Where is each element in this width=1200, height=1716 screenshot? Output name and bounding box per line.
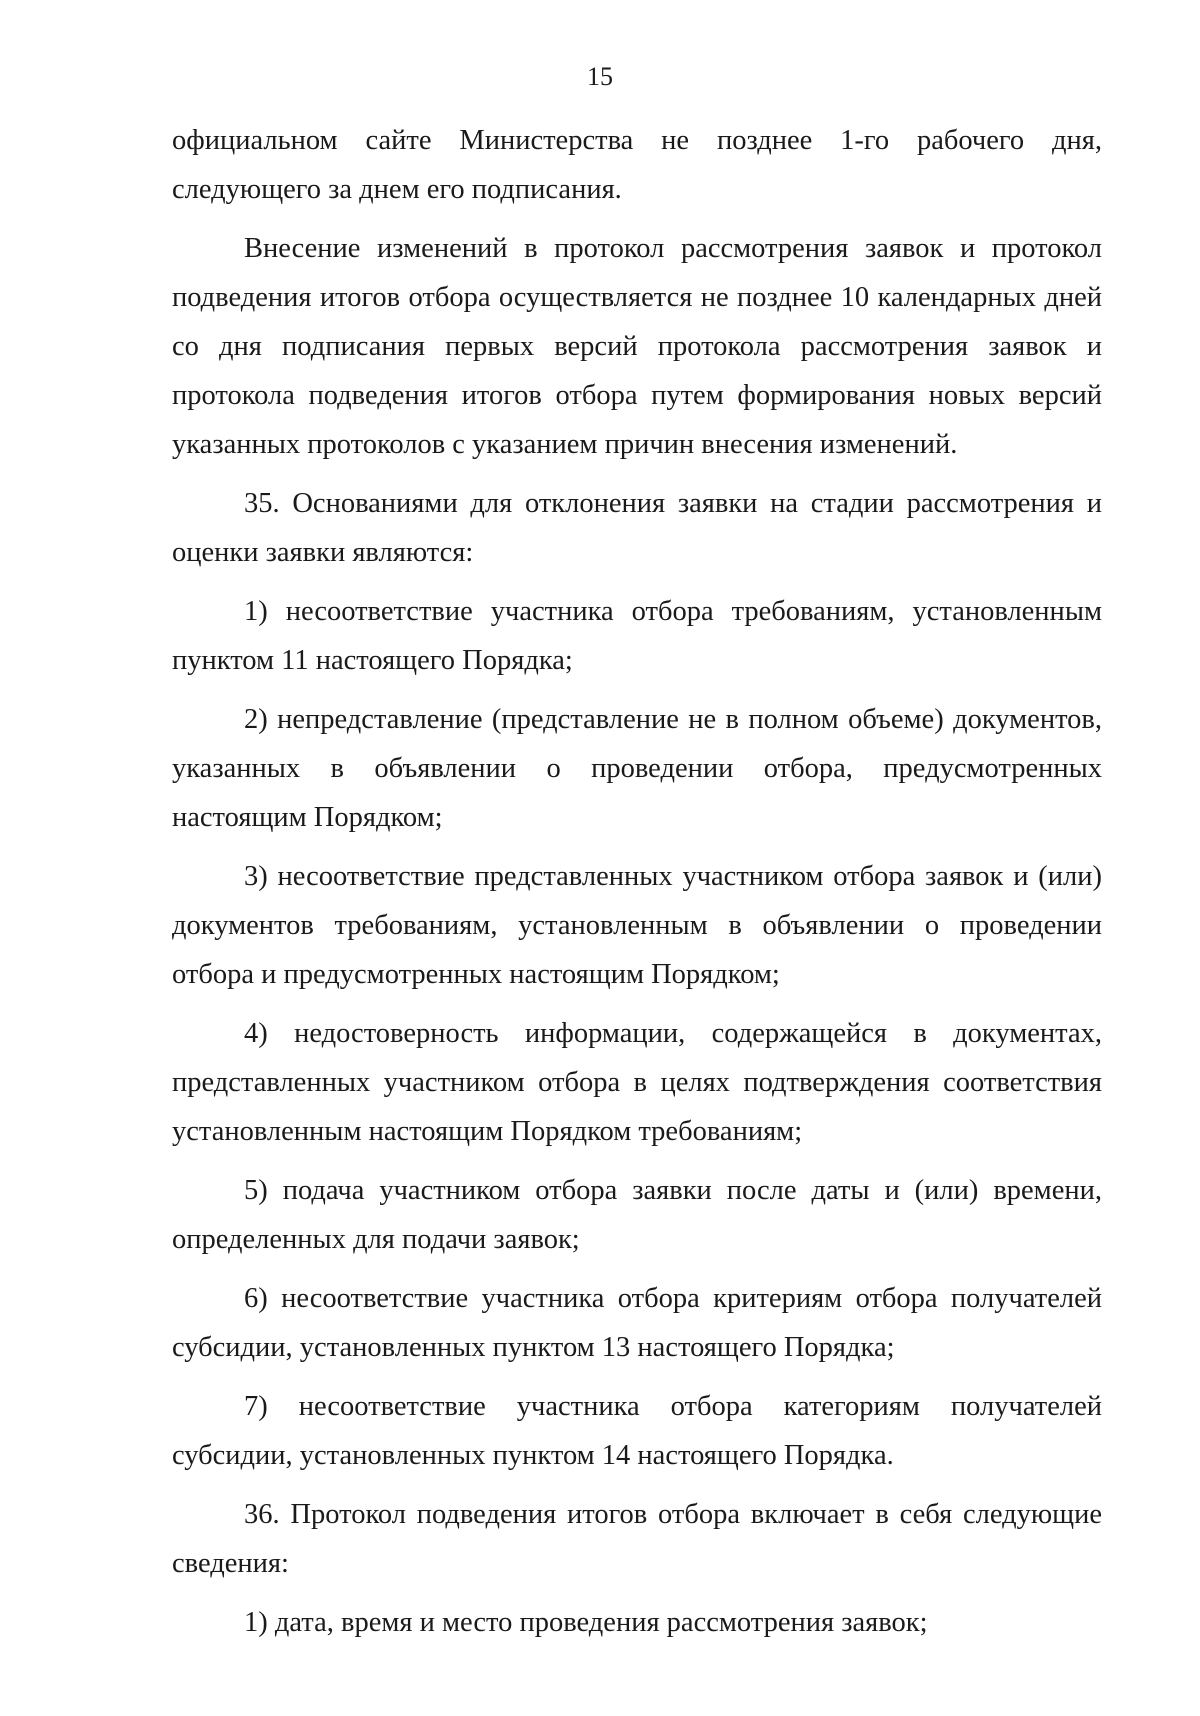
list-item-35-2: 2) непредставление (представление не в полном объеме) документов, указанных в объявлении о проведении отбора, предусмотренных настоящим Порядком; — [172, 704, 1102, 833]
paragraph-item-35: 35. Основаниями для отклонения заявки на стадии рассмотрения и оценки заявки являются: — [172, 488, 1102, 568]
list-item-35-4: 4) недостоверность информации, содержащейся в документах, представленных участником отбора в целях подтверждения соответствия установленным настоящим Порядком требованиям; — [172, 1018, 1102, 1147]
list-item-35-3: 3) несоответствие представленных участником отбора заявок и (или) документов требованиям, установленным в объявлении о проведении отбора и предусмотренных настоящим Порядком; — [172, 861, 1102, 990]
list-item-35-1: 1) несоответствие участника отбора требованиям, установленным пунктом 11 настоящего Порядка; — [172, 596, 1102, 676]
paragraph-item-36: 36. Протокол подведения итогов отбора включает в себя следующие сведения: — [172, 1499, 1102, 1579]
list-item-35-6: 6) несоответствие участника отбора критериям отбора получателей субсидии, установленных пунктом 13 настоящего Порядка; — [172, 1283, 1102, 1363]
paragraph-continuation: официальном сайте Министерства не позднее 1-го рабочего дня, следующего за днем его подписания. — [172, 125, 1102, 205]
paragraph-protocol-changes: Внесение изменений в протокол рассмотрения заявок и протокол подведения итогов отбора осуществляется не позднее 10 календарных дней со дня подписания первых версий протокола рассмотрения заявок и протокола подведения итогов отбора путем формирования новых версий указанных протоколов с указанием причин внесения изменений. — [172, 233, 1102, 460]
page-number: 15 — [587, 62, 613, 91]
document-body — [172, 116, 1102, 1657]
list-item-36-1: 1) дата, время и место проведения рассмотрения заявок; — [244, 1607, 928, 1638]
list-item-35-7: 7) несоответствие участника отбора категориям получателей субсидии, установленных пунктом 14 настоящего Порядка. — [172, 1391, 1102, 1471]
list-item-35-5: 5) подача участником отбора заявки после даты и (или) времени, определенных для подачи заявок; — [172, 1175, 1102, 1255]
